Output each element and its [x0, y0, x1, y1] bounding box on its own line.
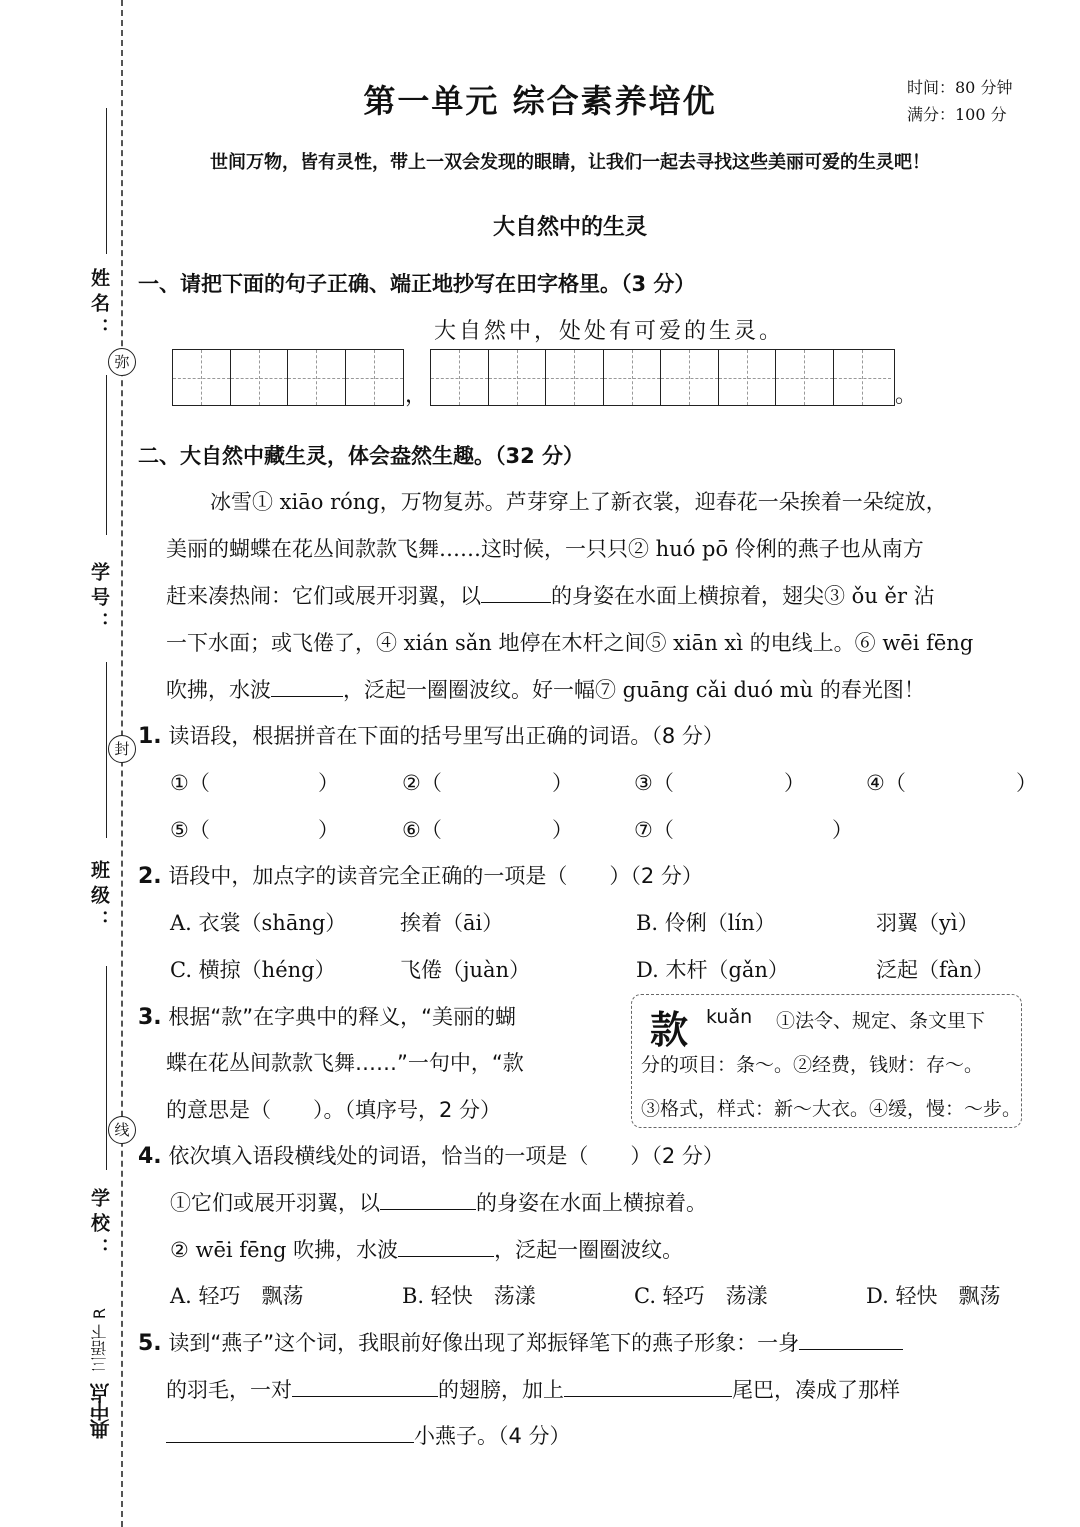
q4-number: 4. [138, 1144, 162, 1169]
q2-option-b2: 羽翼（yì） [876, 911, 979, 935]
passage-blank-1[interactable] [481, 582, 551, 603]
section1-heading: 一、请把下面的句子正确、端正地抄写在田字格里。（3 分） [138, 272, 696, 296]
q5-blank-4[interactable] [166, 1422, 414, 1443]
grid-cell[interactable] [173, 350, 231, 405]
q1-slot-7[interactable]: ⑦（ [634, 818, 674, 842]
passage-line-3a: 赶来凑热闹：它们或展开羽翼，以 [166, 584, 481, 608]
q1-slot-2[interactable]: ②（ [402, 771, 442, 795]
q5-line-2 [166, 1374, 900, 1404]
grid-comma: ， [405, 383, 428, 408]
q4-option-d[interactable]: D. 轻快 飘荡 [866, 1284, 1001, 1308]
grid-cell[interactable] [719, 350, 777, 405]
brand-text: 三语下 R [90, 1308, 109, 1373]
class-write-line [106, 662, 107, 838]
q1-slot-1[interactable]: ①（ [170, 771, 210, 795]
passage-line-1: 冰雪① xiāo róng，万物复苏。芦芽穿上了新衣裳，迎春花一朵挨着一朵绽放， [210, 490, 947, 514]
q1-slot-3-close: ） [784, 771, 805, 795]
tianzige-grid-1[interactable] [172, 349, 404, 406]
q4-blank-1[interactable] [380, 1189, 476, 1210]
q4-line-1 [170, 1187, 707, 1217]
q5-blank-1[interactable] [799, 1329, 903, 1350]
name-label: 姓名： [88, 268, 110, 343]
exam-meta [907, 74, 1012, 128]
tianzige-grid-2[interactable] [430, 349, 895, 406]
q3-number: 3. [138, 1005, 162, 1030]
q4-line-2a: ② wēi fēng 吹拂，水波 [170, 1238, 399, 1262]
q4-option-b[interactable]: B. 轻快 荡漾 [402, 1284, 536, 1308]
q4-text: 依次填入语段横线处的词语，恰当的一项是（ ）（2 分） [168, 1144, 724, 1168]
section2-heading: 二、大自然中藏生灵，体会盎然生趣。（32 分） [138, 444, 585, 468]
q4-option-a[interactable]: A. 轻巧 飘荡 [170, 1284, 304, 1308]
grid-cell[interactable] [288, 350, 346, 405]
q4-line-2b: ，泛起一圈圈波纹。 [494, 1238, 684, 1262]
grid-cell[interactable] [776, 350, 834, 405]
q4-line-1b: 的身姿在水面上横掠着。 [476, 1191, 707, 1215]
q2-option-d1[interactable]: D. 木杆（gǎn） [636, 958, 789, 982]
q4-blank-2[interactable] [398, 1236, 494, 1257]
brand-logo: 典中点 [89, 1385, 113, 1439]
seal-char-mi: 弥 [108, 348, 136, 376]
dict-char: 款 [650, 1008, 689, 1052]
passage-line-5b: ，泛起一圈圈波纹。好一幅⑦ guāng cǎi duó mù 的春光图！ [343, 678, 925, 702]
full-score: 满分：100 分 [907, 105, 1007, 124]
q5-line-2c: 尾巴，凑成了那样 [732, 1378, 900, 1402]
q1-slot-6[interactable]: ⑥（ [402, 818, 442, 842]
q4-line-1a: ①它们或展开羽翼，以 [170, 1191, 380, 1215]
seal-char-feng: 封 [108, 735, 136, 763]
dict-line-2: 分的项目：条～。②经费，钱财：存～。 [641, 1054, 984, 1076]
q2-option-a1[interactable]: A. 衣裳（shāng） [170, 911, 347, 935]
intro-text: 世间万物，皆有灵性，带上一双会发现的眼睛，让我们一起去寻找这些美丽可爱的生灵吧！ [210, 152, 930, 173]
passage-blank-2[interactable] [271, 676, 343, 697]
q5-line-1: 读到“燕子”这个词，我眼前好像出现了郑振铎笔下的燕子形象：一身 [168, 1331, 800, 1355]
q4 [138, 1140, 724, 1170]
grid-cell[interactable] [661, 350, 719, 405]
student-id-label: 学号： [88, 562, 110, 637]
q5-line-2a: 的羽毛，一对 [166, 1378, 292, 1402]
q1-number: 1. [138, 724, 162, 749]
passage-line-5 [166, 674, 925, 704]
copy-sentence: 大自然中，处处有可爱的生灵。 [434, 319, 785, 344]
passage-line-5a: 吹拂，水波 [166, 678, 271, 702]
seal-char-xian: 线 [108, 1116, 136, 1144]
q1-text: 读语段，根据拼音在下面的括号里写出正确的词语。（8 分） [168, 724, 724, 748]
q5 [138, 1327, 903, 1357]
q5-blank-2[interactable] [292, 1376, 438, 1397]
q5-blank-3[interactable] [564, 1376, 732, 1397]
grid-cell[interactable] [546, 350, 604, 405]
passage-line-2: 美丽的蝴蝶在花丛间款款飞舞……这时候，一只只② huó pō 伶俐的燕子也从南方 [166, 537, 924, 561]
q4-line-2 [170, 1234, 683, 1264]
q2-option-c1[interactable]: C. 横掠（héng） [170, 958, 336, 982]
q1-slot-4[interactable]: ④（ [866, 771, 906, 795]
q2-text: 语段中，加点字的读音完全正确的一项是（ ）（2 分） [168, 864, 703, 888]
grid-cell[interactable] [834, 350, 892, 405]
grid-cell[interactable] [489, 350, 547, 405]
q2-option-b1[interactable]: B. 伶俐（lín） [636, 911, 776, 935]
class-label: 班级： [88, 860, 110, 935]
q1-slot-7-close: ） [832, 818, 853, 842]
q2 [138, 860, 703, 890]
q3-line-1: 根据“款”在字典中的释义，“美丽的蝴 [168, 1005, 516, 1029]
time-limit: 时间：80 分钟 [907, 78, 1013, 97]
dict-line-3: ③格式，样式：新～大衣。④缓，慢：～步。 [641, 1098, 1022, 1120]
school-write-line [106, 966, 107, 1170]
q2-number: 2. [138, 864, 162, 889]
q3-line-3: 的意思是（ ）。（填序号，2 分） [166, 1098, 502, 1122]
grid-cell[interactable] [346, 350, 404, 405]
grid-period: 。 [895, 383, 918, 408]
q1-slot-5[interactable]: ⑤（ [170, 818, 210, 842]
dict-pinyin: kuǎn [706, 1006, 753, 1028]
passage-line-3b: 的身姿在水面上横掠着，翅尖③ ǒu ěr 沾 [551, 584, 935, 608]
q4-option-c[interactable]: C. 轻巧 荡漾 [634, 1284, 768, 1308]
q3 [138, 1001, 516, 1031]
q1-slot-1-close: ） [318, 771, 339, 795]
q5-line-3 [166, 1420, 571, 1450]
q1 [138, 720, 724, 750]
q1-slot-4-close: ） [1016, 771, 1037, 795]
q2-option-d2: 泛起（fàn） [876, 958, 994, 982]
q2-option-c2: 飞倦（juàn） [400, 958, 531, 982]
q3-line-2: 蝶在花丛间款款飞舞……”一句中，“款 [166, 1051, 524, 1075]
q1-slot-6-close: ） [552, 818, 573, 842]
student-id-write-line [106, 375, 107, 535]
grid-cell[interactable] [604, 350, 662, 405]
section-subtitle: 大自然中的生灵 [492, 215, 647, 240]
q5-line-3-text: 小燕子。（4 分） [414, 1424, 571, 1448]
q1-slot-5-close: ） [318, 818, 339, 842]
dict-line-1: ①法令、规定、条文里下 [776, 1010, 986, 1032]
grid-cell[interactable] [431, 350, 489, 405]
q1-slot-2-close: ） [552, 771, 573, 795]
passage-line-4: 一下水面；或飞倦了，④ xián sǎn 地停在木杆之间⑤ xiān xì 的电线上。⑥ wēi fēng [166, 631, 974, 655]
q5-number: 5. [138, 1331, 162, 1356]
q2-option-a2: 挨着（āi） [400, 911, 504, 935]
school-label: 学校： [88, 1188, 110, 1263]
grid-cell[interactable] [231, 350, 289, 405]
q1-slot-3[interactable]: ③（ [634, 771, 674, 795]
q5-line-2b: 的翅膀，加上 [438, 1378, 564, 1402]
passage-line-3 [166, 580, 935, 610]
page-title: 第一单元 综合素养培优 [363, 82, 717, 120]
